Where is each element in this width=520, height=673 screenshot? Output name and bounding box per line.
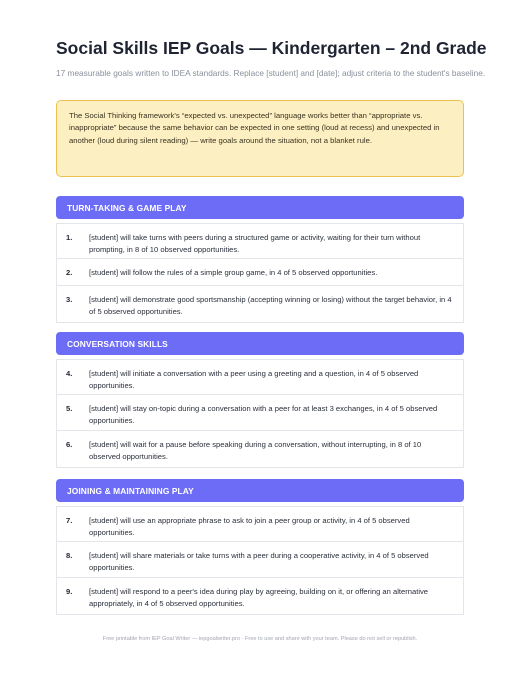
section-turn-taking [56,196,464,323]
goal-number: 1. [66,233,73,242]
goal-number: 3. [66,295,73,304]
goal-number: 5. [66,404,73,413]
goal-item [56,359,464,395]
goal-text: [student] will wait for a pause before speaking during a conversation, without interrupting, in 8 of 10 observed opportunities. [89,440,422,462]
goal-item [56,431,464,468]
section-header: JOINING & MAINTAINING PLAY [56,479,464,502]
goal-number: 7. [66,516,73,525]
goal-number: 8. [66,551,73,560]
goal-number: 9. [66,587,73,596]
page-footer: Free printable from IEP Goal Writer — iepgoalwriter.pro · Free to use and share with your team. Please do not sell or republish. [102,636,418,642]
goal-text: [student] will stay on-topic during a conversation with a peer for at least 3 exchanges, in 4 of 5 observed opportunities. [89,404,438,426]
goal-number: 6. [66,440,73,449]
goal-item [56,506,464,542]
goal-number: 2. [66,268,73,277]
tip-callout [56,100,464,177]
goal-list [56,223,464,323]
goal-number: 4. [66,369,73,378]
page-title: Social Skills IEP Goals — Kindergarten – 2nd Grade [56,38,487,58]
goal-text: [student] will demonstrate good sportsmanship (accepting winning or losing) without the target behavior, in 4 of 5 observed opportunities. [89,295,452,317]
goal-text: [student] will initiate a conversation with a peer using a greeting and a question, in 4 of 5 observed opportunities. [89,369,419,391]
tip-callout-text: The Social Thinking framework's “expected vs. unexpected” language works better than “appropriate vs. inappropriate” because the same behavior can be expected in one setting (loud at recess) and unexpected in another (loud during silent reading) — write goals around the situation, not a blanket rule. [69,111,440,145]
goal-list [56,506,464,615]
section-conversation [56,332,464,468]
section-joining-play [56,479,464,615]
goal-text: [student] will take turns with peers during a structured game or activity, waiting for their turn without prompting, in 8 of 10 observed opportunities. [89,233,421,255]
goal-item [56,223,464,259]
goal-item [56,286,464,323]
goal-item [56,259,464,286]
section-header: CONVERSATION SKILLS [56,332,464,355]
goal-item [56,578,464,615]
section-header: TURN-TAKING & GAME PLAY [56,196,464,219]
goal-list [56,359,464,468]
goal-item [56,542,464,578]
goal-item [56,395,464,431]
goal-text: [student] will use an appropriate phrase to ask to join a peer group or activity, in 4 of 5 observed opportunities. [89,516,410,538]
page-subtitle: 17 measurable goals written to IDEA standards. Replace [student] and [date]; adjust criteria to the student's baseline. [56,68,486,78]
goal-text: [student] will share materials or take turns with a peer during a cooperative activity, in 4 of 5 observed opportunities. [89,551,429,573]
goal-text: [student] will respond to a peer's idea during play by agreeing, building on it, or offering an alternative appropriately, in 4 of 5 observed opportunities. [89,587,429,609]
goal-text: [student] will follow the rules of a simple group game, in 4 of 5 observed opportunities. [89,268,378,277]
